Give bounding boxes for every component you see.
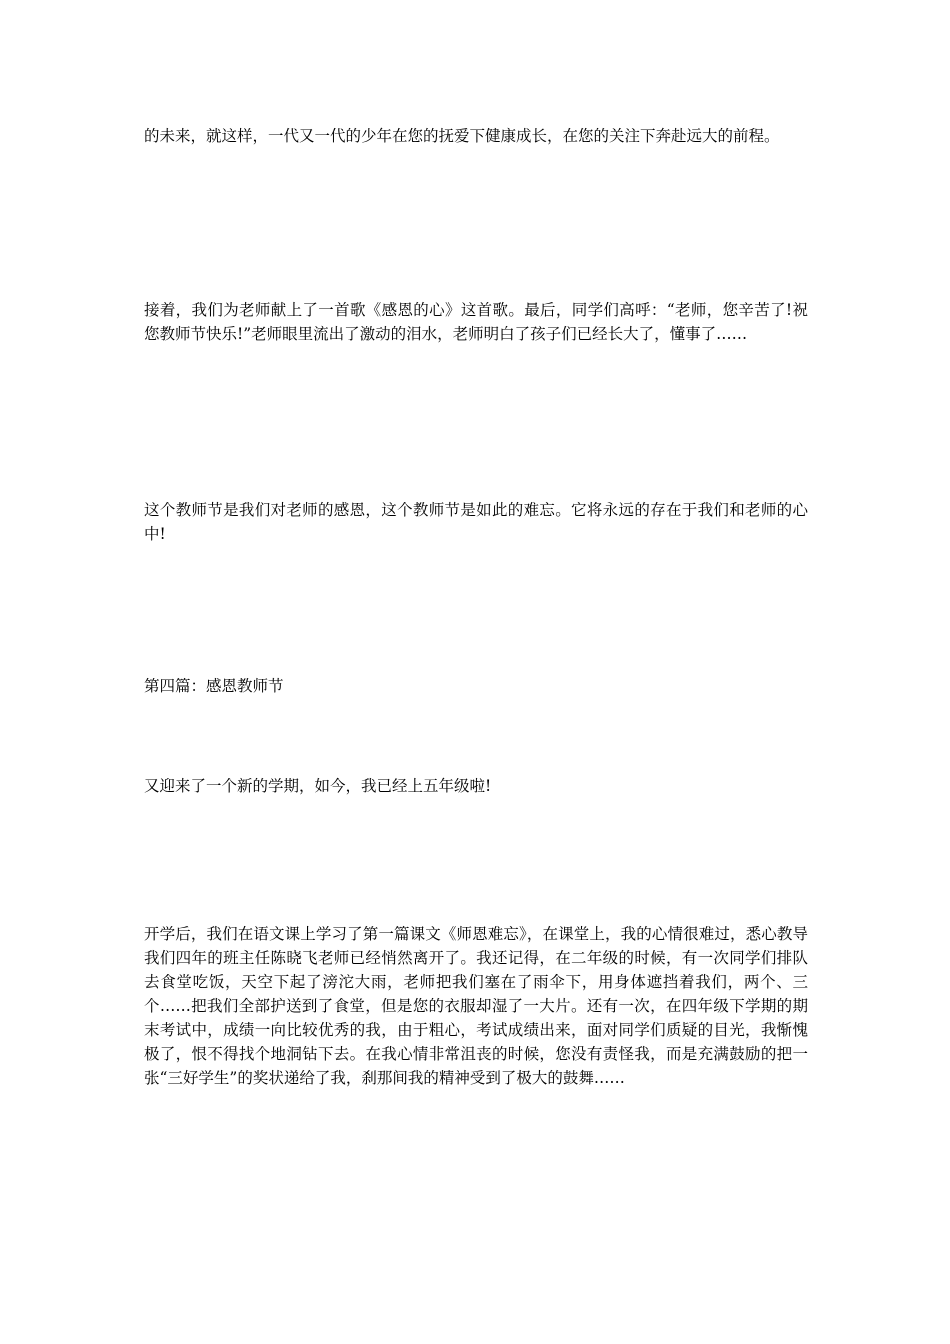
paragraph-continuation: 的未来，就这样，一代又一代的少年在您的抚爱下健康成长，在您的关注下奔赴远大的前程。	[144, 127, 780, 145]
paragraph-new-semester: 又迎来了一个新的学期，如今，我已经上五年级啦!	[144, 777, 492, 795]
section-heading: 第四篇：感恩教师节	[144, 677, 284, 695]
paragraph-memories: 开学后，我们在语文课上学习了第一篇课文《师恩难忘》，在课堂上，我的心情很难过，悉心教导我们四年的班主任陈晓飞老师已经悄然离开了。我还记得，在二年级的时候，有一次同学们排队去食堂吃饭，天空下起了滂沱大雨，老师把我们塞在了雨伞下，用身体遮挡着我们，两个、三个……把我们全部护送到了食堂，但是您的衣服却湿了一大片。还有一次，在四年级下学期的期末考试中，成绩一向比较优秀的我，由于粗心，考试成绩出来，面对同学们质疑的目光，我惭愧极了，恨不得找个地洞钻下去。在我心情非常沮丧的时候，您没有责怪我，而是充满鼓励的把一张“三好学生”的奖状递给了我，刹那间我的精神受到了极大的鼓舞……	[144, 925, 808, 1087]
paragraph-song: 接着，我们为老师献上了一首歌《感恩的心》这首歌。最后，同学们高呼：“老师，您辛苦了!祝您教师节快乐!”老师眼里流出了激动的泪水，老师明白了孩子们已经长大了，懂事了……	[144, 301, 808, 343]
paragraph-memorable: 这个教师节是我们对老师的感恩，这个教师节是如此的难忘。它将永远的存在于我们和老师的心中!	[144, 501, 808, 543]
